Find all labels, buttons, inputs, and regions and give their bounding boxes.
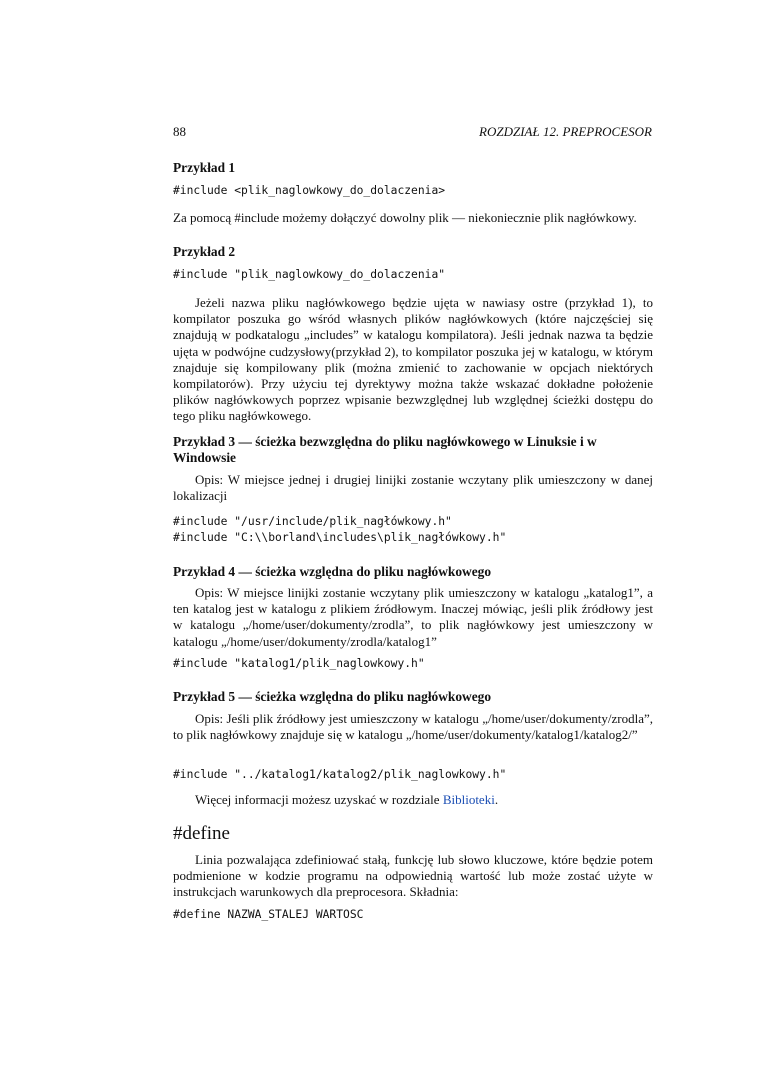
define-heading: #define (173, 823, 230, 844)
more-info-suffix: . (494, 792, 499, 807)
example1-code: #include <plik_naglowkowy_do_dolaczenia> (173, 184, 446, 197)
example1-text: Za pomocą #include możemy dołączyć dowolny plik — niekoniecznie plik nagłówkowy. (173, 210, 637, 225)
example5-code: #include "../katalog1/katalog2/plik_naglowkowy.h" (173, 768, 507, 781)
example4-heading: Przykład 4 — ścieżka względna do pliku nagłówkowego (173, 564, 492, 579)
biblioteki-link[interactable]: Biblioteki (442, 792, 495, 807)
define-code: #define NAZWA_STALEJ WARTOSC (173, 908, 364, 921)
example5-heading: Przykład 5 — ścieżka względna do pliku nagłówkowego (173, 689, 492, 704)
define-text: Linia pozwalająca zdefiniować stałą, funkcję lub słowo kluczowe, które będzie potem podmienione w kodzie programu na odpowiednią wartość lub może zostać użyte w instrukcjach warunkowych dla preprocesora. Składnia: (173, 852, 653, 900)
example2-heading: Przykład 2 (173, 244, 236, 259)
more-info-text: Więcej informacji możesz uzyskać w rozdziale (195, 792, 443, 807)
example5-text: Opis: Jeśli plik źródłowy jest umieszczony w katalogu „/home/user/dokumenty/zrodla”, to plik nagłówkowy znajduje się w katalogu „/home/user/dokumenty/katalog1/katalog2/” (173, 711, 653, 743)
example2-code: #include "plik_naglowkowy_do_dolaczenia" (173, 268, 446, 281)
chapter-header: ROZDZIAŁ 12. PREPROCESOR (479, 124, 652, 139)
example3-code: #include "/usr/include/plik_nagłówkowy.h" #include "C:\\borland\includes\plik_nagłówkowy.h" (173, 515, 507, 545)
example4-code: #include "katalog1/plik_naglowkowy.h" (173, 657, 425, 670)
example2-text: Jeżeli nazwa pliku nagłówkowego będzie ujęta w nawiasy ostre (przykład 1), to kompilator poszuka go wśród własnych plików nagłówkowych (które najczęściej się znajdują w podkatalogu „includes” w katalogu kompilatora). Jeśli jednak nazwa ta będzie ujęta w podwójne cudzysłowy(przykład 2), to kompilator poszuka jej w katalogu, w którym znajduje się kompilowany plik (można zmienić to zachowanie w opcjach niektórych kompilatorów). Przy użyciu tej dyrektywy można także wskazać dokładne położenie plików nagłówkowych poprzez wpisanie bezwzględnej lub względnej ścieżki dostępu do tego pliku nagłówkowego. (173, 295, 653, 424)
page-number: 88 (173, 124, 186, 139)
example4-text: Opis: W miejsce linijki zostanie wczytany plik umieszczony w katalogu „katalog1”, a ten katalog jest w katalogu z plikiem źródłowym. Inaczej mówiąc, jeśli plik źródłowy jest w katalogu „/home/user/dokumenty/zrodla”, to plik nagłówkowy jest umieszczony w katalogu „/home/user/dokumenty/zrodla/katalog1” (173, 585, 653, 649)
example3-heading: Przykład 3 — ścieżka bezwzględna do pliku nagłówkowego w Linuksie i w Windowsie (173, 434, 597, 466)
example1-heading: Przykład 1 (173, 160, 236, 175)
example3-text: Opis: W miejsce jednej i drugiej linijki zostanie wczytany plik umieszczony w danej lokalizacji (173, 472, 653, 504)
more-info (173, 792, 653, 808)
